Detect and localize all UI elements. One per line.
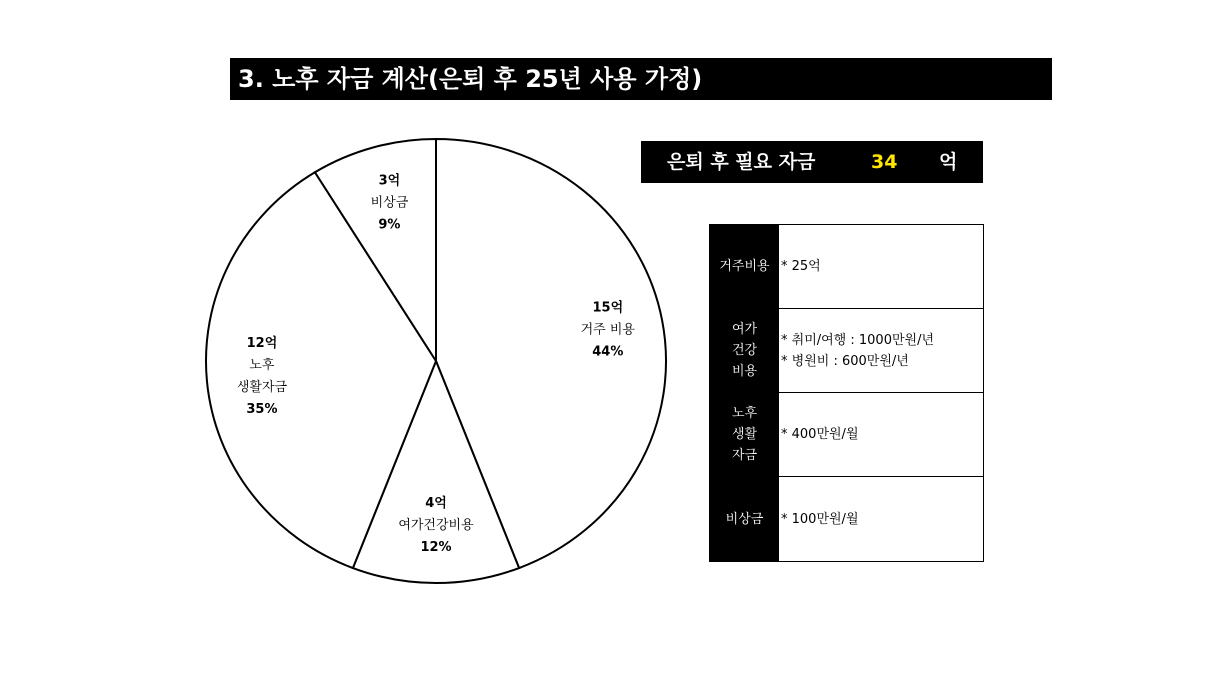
slice-value-label: 4억 <box>425 495 447 511</box>
breakdown-row <box>710 309 983 393</box>
slice-name-label: 생활자금 <box>236 380 288 396</box>
breakdown-detail-line: * 25억 <box>781 259 821 274</box>
breakdown-row-label: 거주비용 <box>710 225 779 308</box>
breakdown-detail-line: * 100만원/월 <box>781 511 859 527</box>
slice-percent-label: 35% <box>246 402 278 418</box>
breakdown-detail-line: * 400만원/월 <box>781 427 859 442</box>
breakdown-row <box>710 477 983 561</box>
breakdown-row <box>710 393 983 477</box>
slice-value-label: 12억 <box>246 336 278 352</box>
slice-name-label: 비상금 <box>370 195 409 211</box>
slice-name-label: 노후 <box>249 358 275 374</box>
page-title: 3. 노후 자금 계산(은퇴 후 25년 사용 가정) <box>230 58 1052 100</box>
breakdown-row-label: 노후 생활 자금 <box>710 393 779 476</box>
slice-percent-label: 44% <box>592 344 624 360</box>
total-value: 34 <box>871 151 898 173</box>
slice-value-label: 15억 <box>592 300 624 316</box>
breakdown-detail-line: * 병원비 : 600만원/년 <box>781 353 909 369</box>
slice-name-label: 여가건강비용 <box>398 517 474 533</box>
total-unit: 억 <box>939 151 958 173</box>
breakdown-row-label: 비상금 <box>710 477 779 561</box>
total-label: 은퇴 후 필요 자금 <box>667 151 816 173</box>
breakdown-row <box>710 225 983 309</box>
cost-breakdown-table <box>709 224 984 562</box>
slice-percent-label: 12% <box>420 539 452 555</box>
breakdown-row-detail <box>779 309 983 392</box>
breakdown-detail-line: * 취미/여행 : 1000만원/년 <box>781 332 935 348</box>
breakdown-row-detail <box>779 393 983 476</box>
breakdown-row-label: 여가 건강 비용 <box>710 309 779 392</box>
total-required-funds <box>641 141 983 183</box>
slice-name-label: 거주 비용 <box>580 322 636 338</box>
slice-percent-label: 9% <box>378 217 401 233</box>
breakdown-row-detail <box>779 477 983 561</box>
slice-value-label: 3억 <box>378 173 401 189</box>
breakdown-row-detail <box>779 225 983 308</box>
